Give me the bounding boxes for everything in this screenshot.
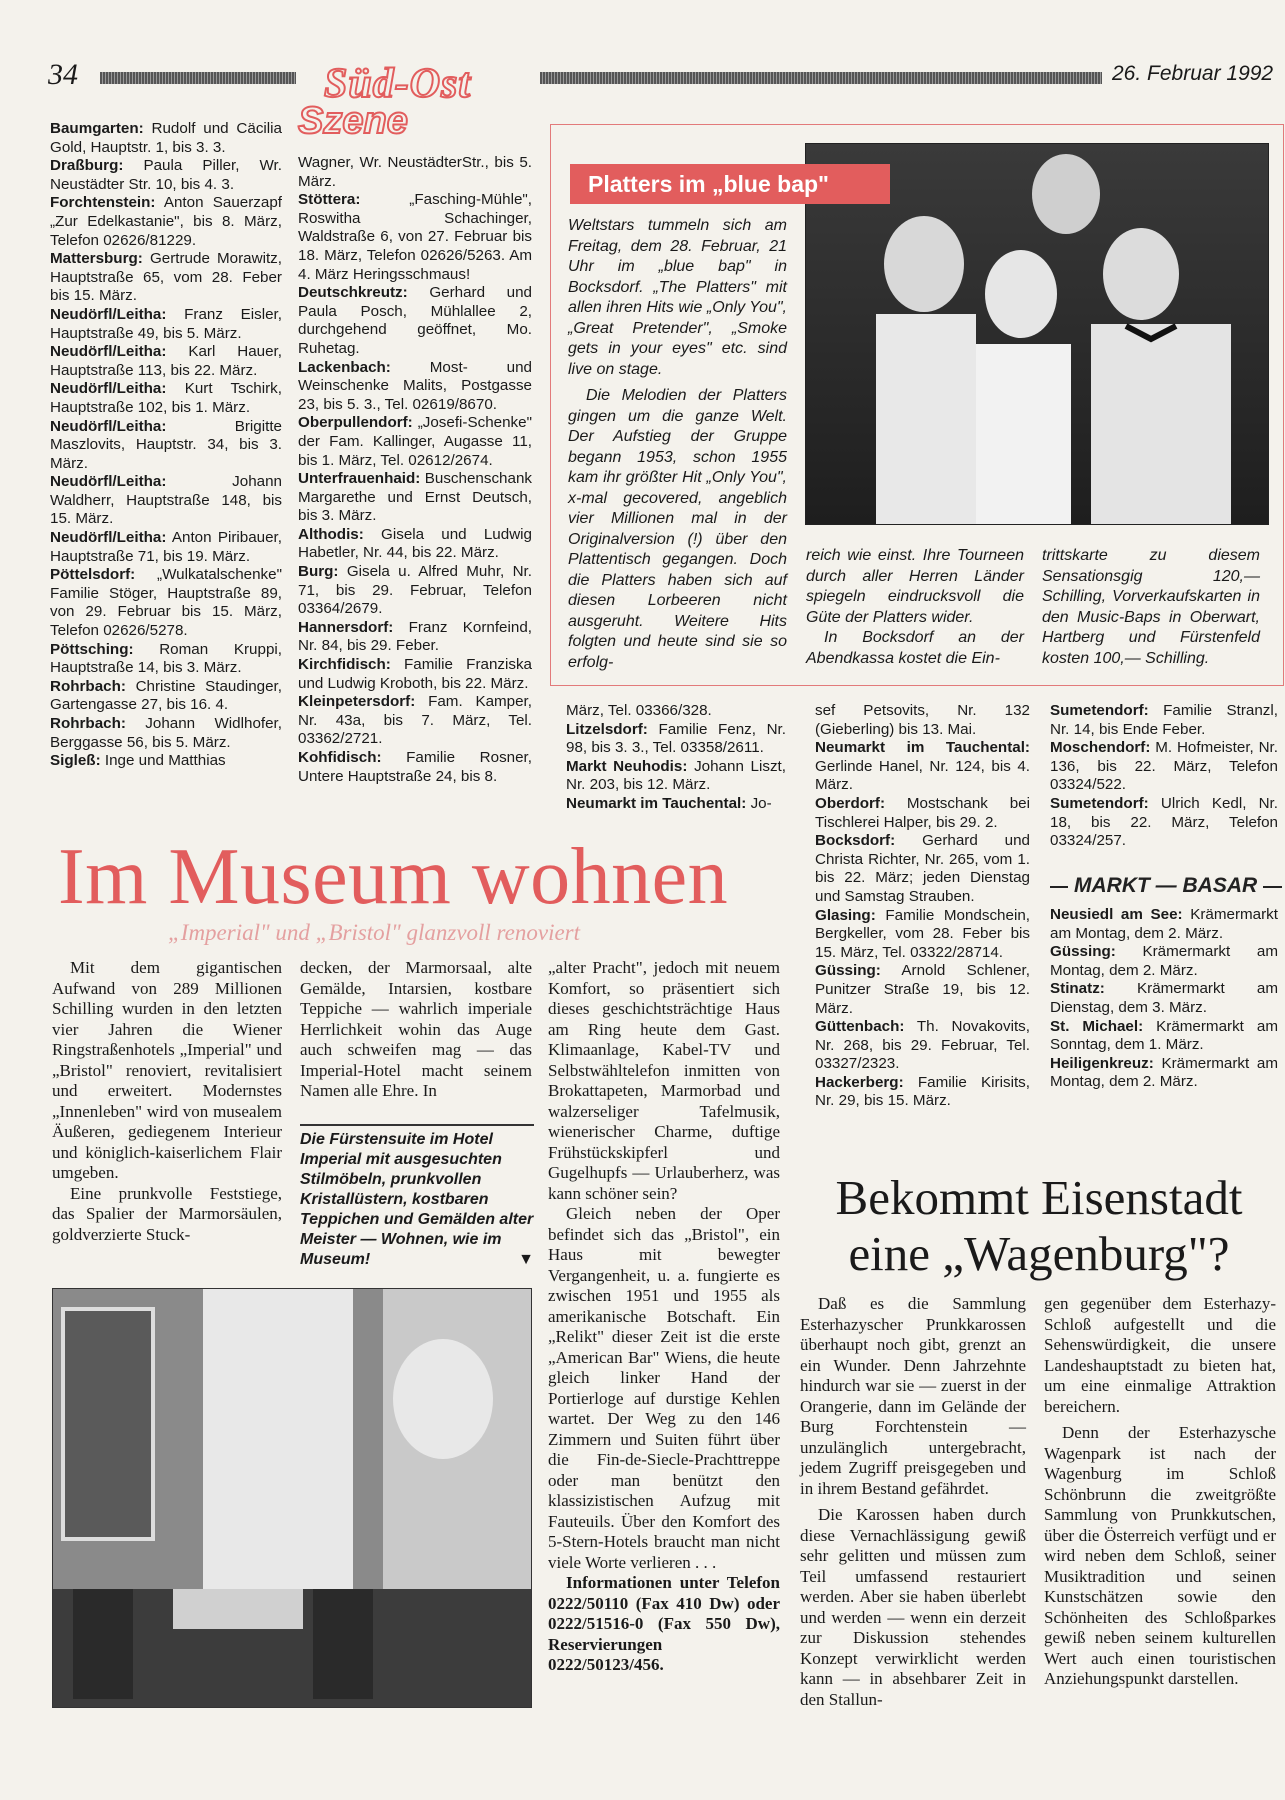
- listing-details: Krämermarkt am Montag, dem 2. März.: [1050, 943, 1278, 979]
- eisenstadt-col1b: Die Karossen haben durch diese Vernachlässigung gewiß sehr gelitten und müssen zum Teil umfassend restauriert werden. Aber sie haben überlebt und werden — wenn ein derzeit zur Diskussion stehendes Konzept verwirklicht werden kann — in absehbarer Zeit in den Stallun-: [800, 1505, 1026, 1709]
- eisenstadt-col1a: Daß es die Sammlung Esterhazyscher Prunkkarossen überhaupt noch gibt, grenzt an ein Wunder. Denn Jahrzehnte hindurch war sie — zuerst in der Orangerie, dann im Gelände der Burg Forchtenstein — unzulänglich untergebracht, jedem Zugriff preisgegeben und in ihrem Bestand gefährdet.: [800, 1294, 1026, 1498]
- listing-details: Johann Waldherr, Hauptstraße 148, bis 15. März.: [50, 473, 282, 528]
- museum-headline: Im Museum wohnen: [58, 833, 729, 921]
- listings-column-3: [566, 702, 786, 814]
- listing-place: Hackerberg:: [815, 1073, 904, 1091]
- listing-place: Neudörfl/Leitha:: [50, 380, 167, 398]
- listing-details: Gerlinde Hanel, Nr. 124, bis 4. März.: [815, 757, 1030, 794]
- listing-details: Karl Hauer, Hauptstraße 113, bis 22. März.: [50, 343, 282, 379]
- museum-column-3: [548, 958, 780, 1676]
- platters-text-col1: [568, 216, 787, 673]
- listing-details: Johann Liszt, Nr. 203, bis 12. März.: [566, 757, 786, 794]
- listing-place: Stöttera:: [298, 191, 361, 209]
- platters-col2b: In Bocksdorf an der Abendkassa kostet die Ein-: [806, 629, 1024, 667]
- listing-details: Gisela und Ludwig Habetler, Nr. 44, bis 22. März.: [298, 525, 532, 562]
- eisenstadt-col2b: Denn der Esterhazysche Wagenpark ist nach der Wagenburg im Schloß Schönbrunn die zweitgrößte Sammlung von Prunkkutschen, über die Österreich verfügt und er wird neben dem Schloß, seiner Musiktradition und seinen Kunstschätzen sowie den Schönheiten des Schloßparkes gewiß neben seinem kulturellen Wert auch einen touristischen Anziehungspunkt darstellen.: [1044, 1423, 1276, 1688]
- listing-entry: [50, 418, 282, 474]
- listing-place: Güttenbach:: [815, 1018, 905, 1036]
- platters-para2: Die Melodien der Platters gingen um die ganze Welt. Der Aufstieg der Gruppe begann 1953, schon 1955 kam ihr größter Hit „Only You", x-mal gecovered, angeblich vier Millionen mal in der Originalversion (!) über den Plattentisch gegangen. Doch die Platters haben sich auf diesen Lorbeeren nicht ausgeruht. Weitere Hits folgten und heute sind sie so erfolg-: [568, 387, 787, 671]
- listing-place: Sigleß:: [50, 752, 101, 770]
- museum-column-2: [300, 958, 532, 1102]
- listing-place: Güssing:: [815, 962, 881, 980]
- markt-list: [1050, 906, 1278, 1092]
- listing-entry: [50, 641, 282, 678]
- listing-details: Krämermarkt am Montag, dem 2. März.: [1050, 1054, 1278, 1091]
- listing-place: Sumetendorf:: [1050, 794, 1149, 812]
- listing-details: Gerhard und Paula Posch, Mühlallee 2, durchgehend geöffnet, Mo. Ruhetag.: [298, 284, 532, 357]
- listing-details: Familie Rosner, Untere Hauptstraße 24, bis 8.: [298, 749, 532, 785]
- listing-details: „Josefi-Schenke" der Fam. Kallinger, Augasse 11, bis 1. März, Tel. 02612/2674.: [298, 414, 532, 469]
- platters-col3: trittskarte zu diesem Sensationsgig 120,— Schilling, Vorverkaufskarten in den Music-Baps in Oberwart, Hartberg und Fürstenfeld kosten 100,— Schilling.: [1042, 547, 1260, 667]
- listings-column-2: [298, 154, 532, 786]
- museum-col1b: Eine prunkvolle Feststiege, das Spalier der Marmorsäulen, goldverzierte Stuck-: [52, 1183, 282, 1244]
- listing-place: Heiligenkreuz:: [1050, 1054, 1154, 1072]
- listing-entry: [566, 758, 786, 795]
- listing-place: Hannersdorf:: [298, 618, 394, 636]
- listing-entry: [815, 702, 1030, 739]
- listing-details: Arnold Schlener, Punitzer Straße 19, bis 12. März.: [815, 962, 1030, 1017]
- listing-details: Anton Piribauer, Hauptstraße 71, bis 19. März.: [50, 529, 282, 565]
- listing-details: Ulrich Kedl, Nr. 18, bis 22. März, Telefon 03324/257.: [1050, 794, 1278, 850]
- listing-entry: [298, 191, 532, 284]
- listing-details: Familie Mondschein, Bergkeller, vom 28. Feber bis 15. März, Tel. 03322/28714.: [815, 906, 1030, 961]
- listing-entry: [1050, 795, 1278, 851]
- listing-place: Rohrbach:: [50, 715, 126, 732]
- listing-place: Oberdorf:: [815, 794, 886, 812]
- museum-col3a: „alter Pracht", jedoch mit neuem Komfort, so präsentiert sich dieses geschichtsträchtige Haus am Ring heute dem Gast. Klimaanlage, Kabel-TV und Selbstwähltelefon inmitten von Brokattapeten, Marmorbad und walzerseliger Tafelmusik, wienerischer Charme, duftige Frühstückskipferl und Gugelhupfs — Urlauberherz, was kann schöner sein?: [548, 958, 780, 1203]
- listing-details: Jo-: [750, 794, 772, 812]
- eisenstadt-column-1: [800, 1294, 1026, 1710]
- header-rule-left: [100, 72, 296, 84]
- listings-column-5: [1050, 702, 1278, 851]
- listing-place: Mattersburg:: [50, 250, 143, 268]
- listing-entry: [1050, 943, 1278, 980]
- listing-details: Christine Staudinger, Gartengasse 27, bis 16. 4.: [50, 677, 282, 714]
- listings-column-1: [50, 120, 282, 771]
- listing-place: Güssing:: [1050, 943, 1116, 961]
- listing-entry: [50, 566, 282, 640]
- listing-entry: [566, 702, 786, 721]
- listing-entry: [1050, 739, 1278, 795]
- listing-entry: [50, 194, 282, 250]
- page-number: 34: [48, 58, 78, 91]
- listing-entry: [815, 1018, 1030, 1074]
- listing-entry: [815, 795, 1030, 832]
- section-logo: [298, 60, 536, 146]
- museum-photo-caption: [300, 1124, 534, 1270]
- header-rule-right: [540, 72, 1102, 84]
- listing-entry: [50, 250, 282, 306]
- listing-entry: [566, 795, 786, 814]
- markt-title: MARKT — BASAR: [1068, 874, 1263, 898]
- listing-entry: [298, 154, 532, 191]
- listing-entry: [298, 359, 532, 415]
- logo-line1: Süd-Ost: [324, 61, 472, 107]
- listing-entry: [566, 721, 786, 758]
- listing-place: Unterfrauenhaid:: [298, 470, 421, 488]
- listing-entry: [50, 473, 282, 529]
- museum-col1a: Mit dem gigantischen Aufwand von 289 Millionen Schilling wurden in den letzten vier Jahren die Wiener Ringstraßenhotels „Imperial" und „Bristol" renoviert, revitalisiert und erweitert. Modernstes „Innenleben" wird von musealem Äußeren, gediegenem Interieur und königlich-kaiserlichem Flair umgeben.: [52, 958, 282, 1182]
- listing-entry: [50, 306, 282, 343]
- listing-entry: [298, 619, 532, 656]
- listing-place: Neumarkt im Tauchental:: [566, 794, 747, 812]
- listing-place: Lackenbach:: [298, 358, 391, 376]
- listing-entry: [50, 157, 282, 194]
- listing-details: Familie Stranzl, Nr. 14, bis Ende Feber.: [1050, 702, 1278, 738]
- listing-entry: [50, 380, 282, 417]
- listing-place: Pöttsching:: [50, 640, 134, 658]
- listing-details: Franz Kornfeind, Nr. 84, bis 29. Feber.: [298, 618, 532, 655]
- listing-entry: [815, 739, 1030, 795]
- listing-place: Neudörfl/Leitha:: [50, 305, 167, 323]
- listing-details: M. Hofmeister, Nr. 136, bis 22. März, Telefon 03324/522.: [1050, 739, 1278, 794]
- museum-col3c: Informationen unter Telefon 0222/50110 (Fax 410 Dw) oder 0222/51516-0 (Fax 550 Dw), Reservierungen 0222/50123/456.: [548, 1573, 780, 1674]
- listing-entry: [1050, 1018, 1278, 1055]
- listing-details: Brigitte Maszlovits, Hauptstr. 34, bis 3. März.: [50, 417, 282, 472]
- listing-place: Deutschkreutz:: [298, 284, 408, 302]
- listing-entry: [298, 749, 532, 786]
- listing-entry: [1050, 906, 1278, 943]
- platters-intro: Weltstars tummeln sich am Freitag, dem 28. Februar, 21 Uhr im „blue bap" in Bocksdorf. „The Platters" mit allen ihren Hits wie „Only You", „Great Pretender", „Smoke gets in your eyes" etc. sind live on stage.: [568, 217, 787, 378]
- listing-place: Neudörfl/Leitha:: [50, 529, 167, 547]
- listing-details: Wagner, Wr. NeustädterStr., bis 5. März.: [298, 154, 532, 190]
- listing-details: sef Petsovits, Nr. 132 (Gieberling) bis 13. Mai.: [815, 702, 1030, 738]
- eisenstadt-column-2: [1044, 1294, 1276, 1690]
- platters-text-col2: [806, 546, 1024, 669]
- listing-place: Forchtenstein:: [50, 194, 156, 212]
- listing-details: Inge und Matthias: [104, 752, 226, 770]
- listing-place: Sumetendorf:: [1050, 702, 1149, 719]
- museum-col2: decken, der Marmorsaal, alte Gemälde, Intarsien, kostbare Teppiche — wahrlich imperiale Herrlichkeit wohin das Auge auch schweifen mag — das Imperial-Hotel macht seinem Namen alle Ehre. In: [300, 958, 532, 1100]
- listing-details: Th. Novakovits, Nr. 268, bis 29. Februar, Tel. 03327/2323.: [815, 1018, 1030, 1073]
- listing-details: Krämermarkt am Sonntag, dem 1. März.: [1050, 1017, 1278, 1054]
- listing-details: „Wulkatalschenke" Familie Stöger, Hauptstraße 89, von 29. Februar bis 15. März, Telefon 02626/5278.: [50, 566, 282, 640]
- listing-place: Kohfidisch:: [298, 749, 382, 766]
- listing-details: Gertrude Morawitz, Hauptstraße 65, vom 28. Feber bis 15. März.: [50, 250, 282, 305]
- listing-place: Neudörfl/Leitha:: [50, 417, 167, 435]
- listing-entry: [298, 693, 532, 749]
- listing-details: Krämermarkt am Montag, dem 2. März.: [1050, 906, 1278, 942]
- listing-entry: [298, 526, 532, 563]
- listing-entry: [50, 715, 282, 752]
- eisenstadt-col2a: gen gegenüber dem Esterhazy-Schloß aufgestellt und die Sehenswürdigkeit, die unsere Landeshauptstadt zu bieten hat, um eine einmalige Attraktion bereichern.: [1044, 1294, 1276, 1416]
- listing-entry: [50, 120, 282, 157]
- listing-place: Kirchfidisch:: [298, 656, 391, 674]
- listing-entry: [1050, 702, 1278, 739]
- issue-date: 26. Februar 1992: [1112, 62, 1274, 85]
- listing-place: Pöttelsdorf:: [50, 566, 136, 584]
- listing-entry: [298, 656, 532, 693]
- listing-place: Neudörfl/Leitha:: [50, 473, 167, 491]
- hotel-suite-photo: [52, 1288, 532, 1708]
- caption-text: Die Fürstensuite im Hotel Imperial mit ausgesuchten Stilmöbeln, prunkvollen Kristallüstern, kostbaren Teppichen und Gemälden alter Meister — Wohnen, wie im Museum!: [300, 1131, 534, 1268]
- listing-details: Kurt Tschirk, Hauptstraße 102, bis 1. März.: [50, 380, 282, 416]
- listing-place: St. Michael:: [1050, 1017, 1144, 1035]
- listing-place: Markt Neuhodis:: [566, 757, 688, 775]
- listing-place: Burg:: [298, 563, 339, 581]
- listing-entry: [1050, 980, 1278, 1017]
- listing-details: Gisela u. Alfred Muhr, Nr. 71, bis 29. Februar, Telefon 03364/2679.: [298, 563, 532, 618]
- listing-details: Familie Fenz, Nr. 98, bis 3. 3., Tel. 03358/2611.: [566, 720, 786, 757]
- listing-details: Buschenschank Margarethe und Ernst Deutsch, bis 3. März.: [298, 470, 532, 525]
- listing-place: Oberpullendorf:: [298, 414, 413, 432]
- hotel-suite-illustration: [53, 1289, 531, 1707]
- listing-place: Rohrbach:: [50, 677, 126, 695]
- listing-entry: [815, 907, 1030, 963]
- platters-banner: Platters im „blue bap": [570, 164, 890, 204]
- listing-entry: [1050, 1055, 1278, 1092]
- listing-place: Althodis:: [298, 525, 364, 543]
- eisenstadt-headline-line2: eine „Wagenburg"?: [848, 1226, 1230, 1281]
- listing-details: Anton Sauerzapf „Zur Edelkastanie", bis 8. März, Telefon 02626/81229.: [50, 194, 282, 249]
- listing-place: Neumarkt im Tauchental:: [815, 739, 1030, 757]
- listing-details: Familie Franziska und Ludwig Kroboth, bis 22. März.: [298, 656, 532, 692]
- listing-details: Krämermarkt am Dienstag, dem 3. März.: [1050, 980, 1278, 1016]
- platters-col2: reich wie einst. Ihre Tourneen durch aller Herren Länder spiegeln eindrucksvoll die Güte der Platters wider.: [806, 547, 1024, 626]
- listing-entry: [50, 752, 282, 771]
- listing-place: Draßburg:: [50, 157, 124, 175]
- listing-place: Bocksdorf:: [815, 832, 896, 850]
- eisenstadt-headline: [800, 1170, 1278, 1282]
- listing-details: Most- und Weinschenke Malits, Postgasse 23, bis 5. 3., Tel. 02619/8670.: [298, 358, 532, 413]
- listing-entry: [815, 962, 1030, 1018]
- listing-place: Baumgarten:: [50, 120, 144, 137]
- museum-subhead: „Imperial" und „Bristol" glanzvoll renoviert: [168, 920, 581, 945]
- listing-place: Litzelsdorf:: [566, 720, 648, 738]
- listing-details: „Fasching-Mühle", Roswitha Schachinger, Waldstraße 6, von 27. Februar bis 18. März, Telefon 02626/5263. Am 4. März Heringsschmaus!: [298, 191, 532, 283]
- listing-entry: [298, 414, 532, 470]
- listing-entry: [50, 343, 282, 380]
- listings-column-4: [815, 702, 1030, 1111]
- listing-details: Mostschank bei Tischlerei Halper, bis 29. 2.: [815, 794, 1030, 831]
- listing-details: Familie Kirisits, Nr. 29, bis 15. März.: [815, 1073, 1030, 1110]
- listing-place: Kleinpetersdorf:: [298, 693, 416, 711]
- logo-line2: Szene: [298, 100, 408, 142]
- listing-place: Stinatz:: [1050, 980, 1105, 998]
- museum-column-1: [52, 958, 282, 1245]
- museum-col3b: Gleich neben der Oper befindet sich das „Bristol", ein Haus mit bewegter Vergangenheit, u. a. fungierte es zwischen 1951 und 1955 als amerikanische Botschaft. Ein „Relikt" dieser Zeit ist die erste „American Bar" Wiens, die heute gleich linker Hand der Portierloge auf durstige Kehlen wartet. Der Weg zu den 146 Zimmern und Suiten führt über die Fin-de-Siecle-Prachttreppe oder man benützt den klassizistischen Aufzug mit Fauteuils. Über den Komfort des 5-Stern-Hotels braucht man nicht viele Worte verlieren . . .: [548, 1204, 780, 1572]
- listing-details: Roman Kruppi, Hauptstraße 14, bis 3. März.: [50, 640, 282, 677]
- listing-place: Neudörfl/Leitha:: [50, 343, 167, 361]
- listing-place: Glasing:: [815, 906, 876, 924]
- listing-entry: [298, 284, 532, 358]
- listing-details: Gerhard und Christa Richter, Nr. 265, vom 1. bis 22. März; jeden Dienstag und Samstag Strauben.: [815, 832, 1030, 905]
- eisenstadt-headline-line1: Bekommt Eisenstadt: [835, 1170, 1243, 1225]
- listing-details: Fam. Kamper, Nr. 43a, bis 7. März, Tel. 03362/2721.: [298, 693, 532, 748]
- listing-entry: [815, 832, 1030, 906]
- listing-place: Neusiedl am See:: [1050, 906, 1183, 923]
- listing-entry: [815, 1074, 1030, 1111]
- platters-text-col3: [1042, 546, 1260, 669]
- listing-entry: [298, 470, 532, 526]
- listing-details: Franz Eisler, Hauptstraße 49, bis 5. März.: [50, 305, 282, 342]
- listing-details: März, Tel. 03366/328.: [566, 702, 712, 719]
- listing-entry: [50, 529, 282, 566]
- caption-arrow-icon: ▼: [518, 1251, 534, 1268]
- listing-details: Johann Widlhofer, Berggasse 56, bis 5. März.: [50, 715, 282, 751]
- listing-entry: [298, 563, 532, 619]
- listing-place: Moschendorf:: [1050, 739, 1151, 757]
- listing-details: Rudolf und Cäcilia Gold, Hauptstr. 1, bis 3. 3.: [50, 120, 282, 156]
- listing-entry: [50, 678, 282, 715]
- listing-details: Paula Piller, Wr. Neustädter Str. 10, bis 4. 3.: [50, 157, 282, 193]
